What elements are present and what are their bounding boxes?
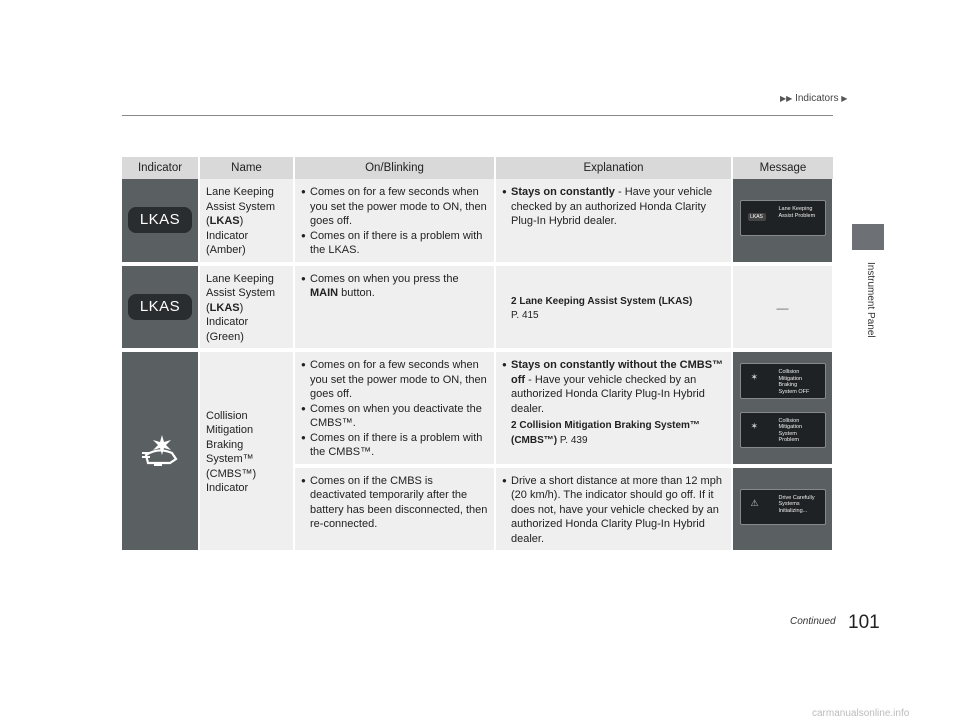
message-line: Initializing...	[778, 507, 808, 514]
explanation-bold: Stays on constantly without the CMBS™ off	[511, 359, 724, 386]
message-cell	[732, 466, 833, 553]
reference-arrow-icon: 2	[511, 295, 517, 307]
cross-reference[interactable]	[502, 419, 725, 448]
lkas-indicator-icon: LKAS	[128, 207, 192, 233]
cmbs-mini-icon: ✶	[750, 372, 759, 383]
list-item	[502, 185, 725, 229]
message-cell	[732, 350, 833, 466]
name-bold: LKAS	[209, 301, 240, 314]
indicator-table	[122, 157, 834, 554]
message-screen	[740, 363, 826, 399]
continued-label: Continued	[790, 616, 836, 627]
list-item	[301, 272, 488, 301]
column-header: Message	[732, 157, 833, 179]
message-line: Mitigation	[778, 375, 803, 382]
message-screen	[740, 200, 826, 236]
table-row	[122, 179, 833, 264]
indicator-cell	[122, 179, 199, 264]
explanation-text: - Have your vehicle checked by an authorized Honda Clarity Plug-In Hybrid dealer.	[511, 186, 713, 227]
explanation-bold: Stays on constantly	[511, 186, 615, 198]
table-row	[122, 264, 833, 351]
indicator-cell	[122, 350, 199, 552]
column-header: Indicator	[122, 157, 199, 179]
name-cell	[199, 179, 294, 264]
column-header: On/Blinking	[294, 157, 495, 179]
list-item: ● Comes on if the CMBS is deactivated temporarily after the battery has been disconnected, then re-connected.	[301, 474, 488, 532]
table-header-row	[122, 157, 833, 179]
message-line: Braking	[778, 382, 798, 389]
on-blinking-cell	[294, 466, 495, 553]
explanation-cell	[495, 466, 732, 553]
message-text	[779, 418, 803, 444]
list-item: ● Comes on when you deactivate the CMBS™.	[301, 402, 488, 431]
car-warning-mini-icon: ⚠	[750, 497, 759, 508]
list-text: button.	[338, 287, 375, 299]
cmbs-indicator-icon	[140, 433, 180, 469]
message-screen	[740, 412, 826, 448]
list-item: ● Drive a short distance at more than 12 mph (20 km/h). The indicator should go off. If it does not, have your vehicle checked by an authorized Honda Clarity Plug-In Hybrid dealer.	[502, 474, 725, 547]
name-text: Lane Keeping Assist System (	[206, 186, 276, 227]
cross-reference[interactable]	[502, 295, 725, 324]
message-line: Problem	[778, 437, 799, 444]
name-text: ) Indicator (Amber)	[206, 215, 249, 256]
main-button-label: MAIN	[310, 287, 339, 299]
message-line: Collision	[778, 417, 800, 424]
lkas-indicator-icon: LKAS	[128, 294, 192, 320]
message-line: Systems	[778, 501, 800, 507]
message-dash: —	[776, 300, 789, 315]
breadcrumb	[780, 93, 847, 104]
cmbs-mini-icon: ✶	[750, 420, 759, 431]
name-bold: LKAS	[209, 215, 240, 227]
reference-arrow-icon: 2	[511, 420, 517, 431]
list-item: ● Comes on for a few seconds when you set the power mode to ON, then goes off.	[301, 358, 488, 402]
message-text	[779, 206, 816, 219]
explanation-text: - Have your vehicle checked by an authorized Honda Clarity Plug-In Hybrid dealer.	[511, 373, 705, 415]
list-item: ● Comes on if there is a problem with the LKAS.	[301, 229, 488, 258]
reference-title[interactable]: Lane Keeping Assist System (LKAS)	[519, 295, 693, 307]
breadcrumb-arrow-icon: ▶	[841, 94, 848, 103]
page-number: 101	[848, 612, 880, 633]
name-text: ) Indicator (Green)	[206, 301, 249, 343]
section-tab	[852, 224, 884, 250]
message-line: System OFF	[778, 388, 810, 395]
message-text	[779, 495, 815, 515]
table-row	[122, 350, 833, 466]
on-blinking-cell	[294, 179, 495, 264]
column-header: Name	[199, 157, 294, 179]
breadcrumb-arrow-icon: ▶▶	[780, 94, 793, 103]
message-screen	[740, 489, 826, 525]
message-line: System	[778, 430, 797, 437]
indicator-cell	[122, 264, 199, 351]
list-item: ● Comes on if there is a problem with the CMBS™.	[301, 431, 488, 460]
message-line: Collision	[778, 369, 800, 376]
reference-page[interactable]: P. 415	[511, 310, 539, 322]
message-line: Mitigation	[778, 424, 803, 431]
explanation-cell	[495, 264, 732, 351]
name-text: Collision Mitigation Braking System™ (CMBS™) Indicator	[206, 409, 257, 494]
message-line: Assist Problem	[778, 212, 816, 219]
reference-title[interactable]: Collision Mitigation Braking System™ (CMBS™)	[511, 420, 700, 446]
name-cell	[199, 350, 294, 552]
lkas-mini-icon: LKAS	[748, 213, 766, 221]
section-tab-label: Instrument Panel	[865, 262, 876, 338]
explanation-cell	[495, 179, 732, 264]
message-cell	[732, 264, 833, 351]
name-text: Lane Keeping Assist System (	[206, 272, 276, 314]
on-blinking-cell	[294, 264, 495, 351]
list-item: ● Comes on for a few seconds when you set the power mode to ON, then goes off.	[301, 185, 488, 229]
reference-page[interactable]: P. 439	[559, 434, 588, 446]
name-cell	[199, 264, 294, 351]
column-header: Explanation	[495, 157, 732, 179]
list-text: Comes on when you press the	[310, 272, 459, 285]
message-cell	[732, 179, 833, 264]
header-divider	[122, 115, 833, 116]
explanation-cell	[495, 350, 732, 466]
breadcrumb-text: Indicators	[795, 93, 839, 104]
message-line: Lane Keeping	[778, 206, 813, 212]
message-text	[779, 369, 810, 395]
on-blinking-cell	[294, 350, 495, 466]
list-item	[502, 358, 725, 416]
watermark: carmanualsonline.info	[812, 708, 910, 719]
message-line: Drive Carefully	[778, 494, 815, 501]
